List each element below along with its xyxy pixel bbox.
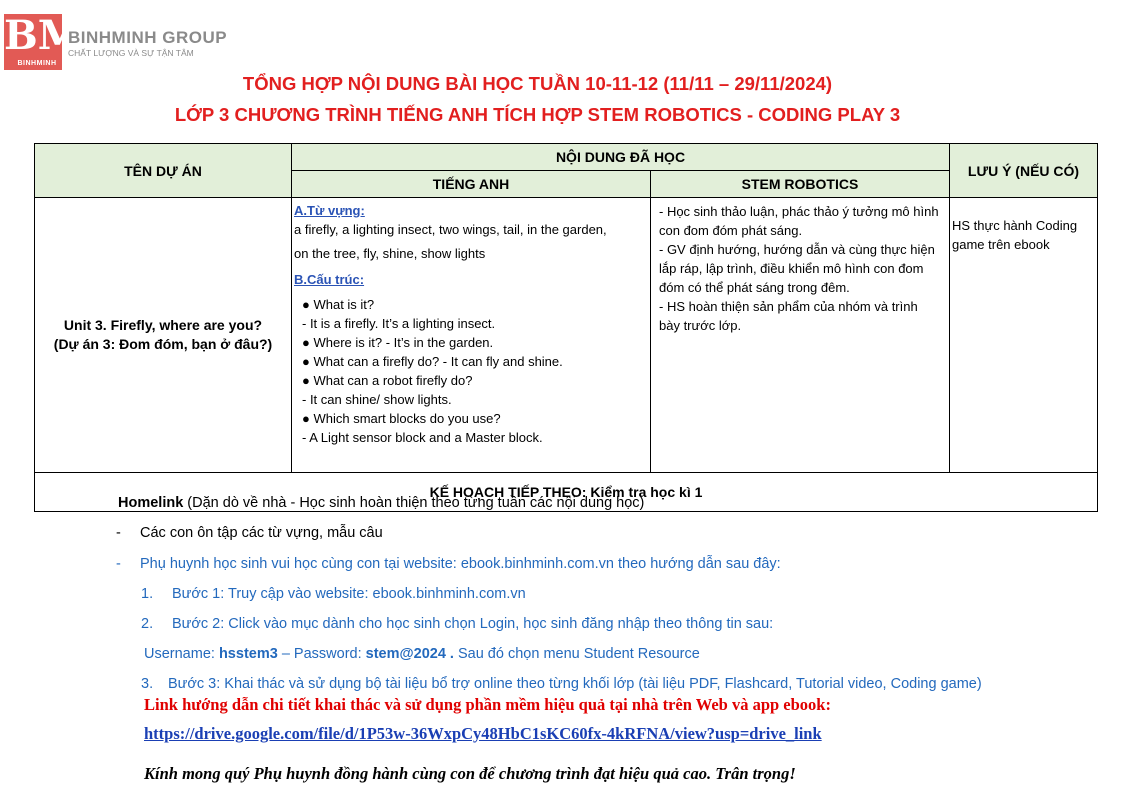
header-english: TIẾNG ANH (292, 171, 651, 198)
username-value: hsstem3 (218, 646, 278, 662)
project-cell (35, 198, 292, 473)
item-text: Phụ huynh học sinh vui học cùng con tại website: ebook.binhminh.com.vn theo hướng dẫn sau đây: (140, 556, 781, 572)
vocab-heading: A.Từ vựng: (294, 203, 365, 218)
homelink-line (118, 495, 644, 511)
dash-bullet: - (116, 525, 121, 541)
step-number: 3. (141, 676, 154, 692)
stem-item: - Học sinh thảo luận, phác thảo ý tưởng mô hình con đom đóm phát sáng. (659, 204, 939, 238)
menu-instruction: Sau đó chọn menu Student Resource (453, 646, 700, 662)
dash-bullet: - (116, 556, 121, 572)
step-2 (141, 616, 774, 632)
header-note: LƯU Ý (NẾU CÓ) (950, 144, 1098, 198)
homelink-item-2 (116, 556, 781, 572)
lesson-table (34, 143, 1098, 512)
guide-text: Link hướng dẫn chi tiết khai thác và sử dụng phần mềm hiệu quả tại nhà trên Web và app ebook: (144, 695, 831, 714)
structure-item: - It is a firefly. It’s a lighting insect. (302, 316, 496, 331)
item-text: Các con ôn tập các từ vựng, mẫu câu (140, 525, 383, 541)
step-3 (141, 676, 982, 692)
stem-item: - GV định hướng, hướng dẫn và cùng thực hiện lắp ráp, lập trình, điều khiển mô hình con đom đóm có thể phát sáng trong đêm. (659, 242, 935, 295)
password-label: – Password: (277, 646, 366, 662)
structure-item: ● Which smart blocks do you use? (302, 411, 501, 426)
vocab-line: a firefly, a lighting insect, two wings, tail, in the garden, (294, 222, 607, 237)
username-label: Username: (144, 646, 219, 662)
note-cell: HS thực hành Coding game trên ebook (950, 198, 1098, 473)
logo-mark: BM (4, 12, 83, 59)
next-plan: KẾ HOẠCH TIẾP THEO: Kiểm tra học kì 1 (35, 473, 1098, 512)
closing-text: Kính mong quý Phụ huynh đồng hành cùng con để chương trình đạt hiệu quả cao. Trân trọng! (144, 764, 796, 783)
document-title: TỔNG HỢP NỘI DUNG BÀI HỌC TUẦN 10-11-12 (11/11 – 29/11/2024) (242, 73, 833, 94)
step-text: Bước 2: Click vào mục dành cho học sinh chọn Login, học sinh đăng nhập theo thông tin sau: (172, 616, 774, 632)
stem-cell (651, 198, 950, 473)
document-subtitle: LỚP 3 CHƯƠNG TRÌNH TIẾNG ANH TÍCH HỢP STEM ROBOTICS - CODING PLAY 3 (174, 104, 901, 125)
guide-link[interactable]: https://drive.google.com/file/d/1P53w-36WxpCy48HbC1sKC60fx-4kRFNA/view?usp=drive_link (144, 724, 822, 743)
step-text: Bước 1: Truy cập vào website: ebook.binhminh.com.vn (172, 586, 526, 602)
login-info (144, 646, 700, 662)
homelink-item-1 (116, 525, 383, 541)
project-name-vi: (Dự án 3: Đom đóm, bạn ở đâu?) (53, 336, 273, 352)
structure-item: ● What can a robot firefly do? (302, 373, 473, 388)
homelink-label: Homelink (118, 495, 184, 511)
english-cell (292, 198, 651, 473)
step-number: 2. (141, 616, 154, 632)
structure-item: ● Where is it? - It’s in the garden. (302, 335, 494, 350)
vocab-line: on the tree, fly, shine, show lights (294, 246, 486, 261)
structure-item: ● What is it? (302, 297, 375, 312)
header-stem: STEM ROBOTICS (651, 171, 950, 198)
brand-tagline: CHẤT LƯỢNG VÀ SỰ TẬN TÂM (68, 48, 194, 58)
password-value: stem@2024 . (365, 646, 454, 662)
step-1 (141, 586, 526, 602)
structure-item: ● What can a firefly do? - It can fly and shine. (302, 354, 563, 369)
header-content: NỘI DUNG ĐÃ HỌC (292, 144, 950, 171)
brand-name: BINHMINH GROUP (68, 28, 228, 47)
brand-logo (4, 12, 83, 70)
project-name: Unit 3. Firefly, where are you? (63, 317, 263, 333)
structure-item: - A Light sensor block and a Master block. (302, 430, 543, 445)
step-number: 1. (141, 586, 154, 602)
homelink-desc: (Dặn dò về nhà - Học sinh hoàn thiện theo từng tuần các nội dung học) (183, 495, 645, 511)
structure-list (294, 295, 648, 447)
stem-item: - HS hoàn thiện sản phẩm của nhóm và trình bày trước lớp. (659, 299, 918, 333)
structure-heading: B.Cấu trúc: (294, 272, 365, 287)
logo-subtext: BINHMINH (17, 60, 57, 67)
header-project: TÊN DỰ ÁN (35, 144, 292, 198)
structure-item: - It can shine/ show lights. (302, 392, 452, 407)
step-text: Bước 3: Khai thác và sử dụng bộ tài liệu bổ trợ online theo từng khối lớp (tài liệu PDF, Flashcard, Tutorial video, Coding game) (168, 676, 982, 692)
